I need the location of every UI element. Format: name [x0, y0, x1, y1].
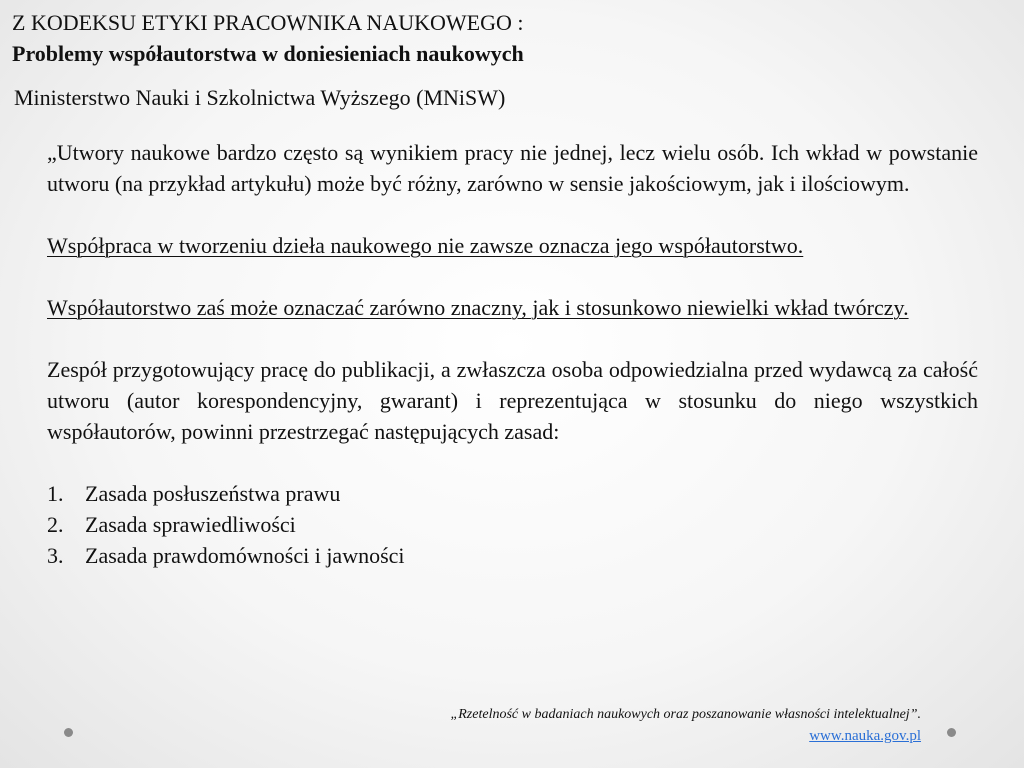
list-item-text: Zasada prawdomówności i jawności	[85, 543, 405, 568]
paragraph-coauthorship: Współautorstwo zaś może oznaczać zarówno znaczny, jak i stosunkowo niewielki wkład twórczy.	[47, 295, 909, 320]
principles-list	[47, 478, 978, 571]
paragraph-cooperation: Współpraca w tworzeniu dzieła naukowego nie zawsze oznacza jego współautorstwo.	[47, 233, 804, 258]
source-ministry: Ministerstwo Nauki i Szkolnictwa Wyższego (MNiSW)	[14, 85, 506, 110]
paragraph-team: Zespół przygotowujący pracę do publikacji, a zwłaszcza osoba odpowiedzialna przed wydawcą za całość utworu (autor korespondencyjny, gwarant) i reprezentująca w stosunku do niego wszystkich współautorów, powinni przestrzegać następujących zasad:	[47, 357, 978, 444]
decorative-dot-right	[947, 728, 956, 737]
body-text	[47, 137, 978, 571]
list-item-number: 1.	[47, 481, 64, 506]
slide-subtitle: Problemy współautorstwa w doniesieniach naukowych	[12, 41, 524, 66]
list-item-number: 3.	[47, 543, 64, 568]
list-item	[47, 540, 978, 571]
footer-link[interactable]: www.nauka.gov.pl	[809, 728, 921, 744]
paragraph-intro: „Utwory naukowe bardzo często są wynikiem pracy nie jednej, lecz wielu osób. Ich wkład w powstanie utworu (na przykład artykułu) może być różny, zarówno w sensie jakościowym, jak i ilościowym.	[47, 140, 978, 196]
list-item	[47, 478, 978, 509]
list-item	[47, 509, 978, 540]
list-item-text: Zasada sprawiedliwości	[85, 512, 296, 537]
list-item-text: Zasada posłuszeństwa prawu	[85, 481, 341, 506]
footer-quote: „Rzetelność w badaniach naukowych oraz poszanowanie własności intelektualnej”.	[450, 707, 921, 722]
list-item-number: 2.	[47, 512, 64, 537]
decorative-dot-left	[64, 728, 73, 737]
slide-title: Z KODEKSU ETYKI PRACOWNIKA NAUKOWEGO :	[12, 10, 524, 35]
